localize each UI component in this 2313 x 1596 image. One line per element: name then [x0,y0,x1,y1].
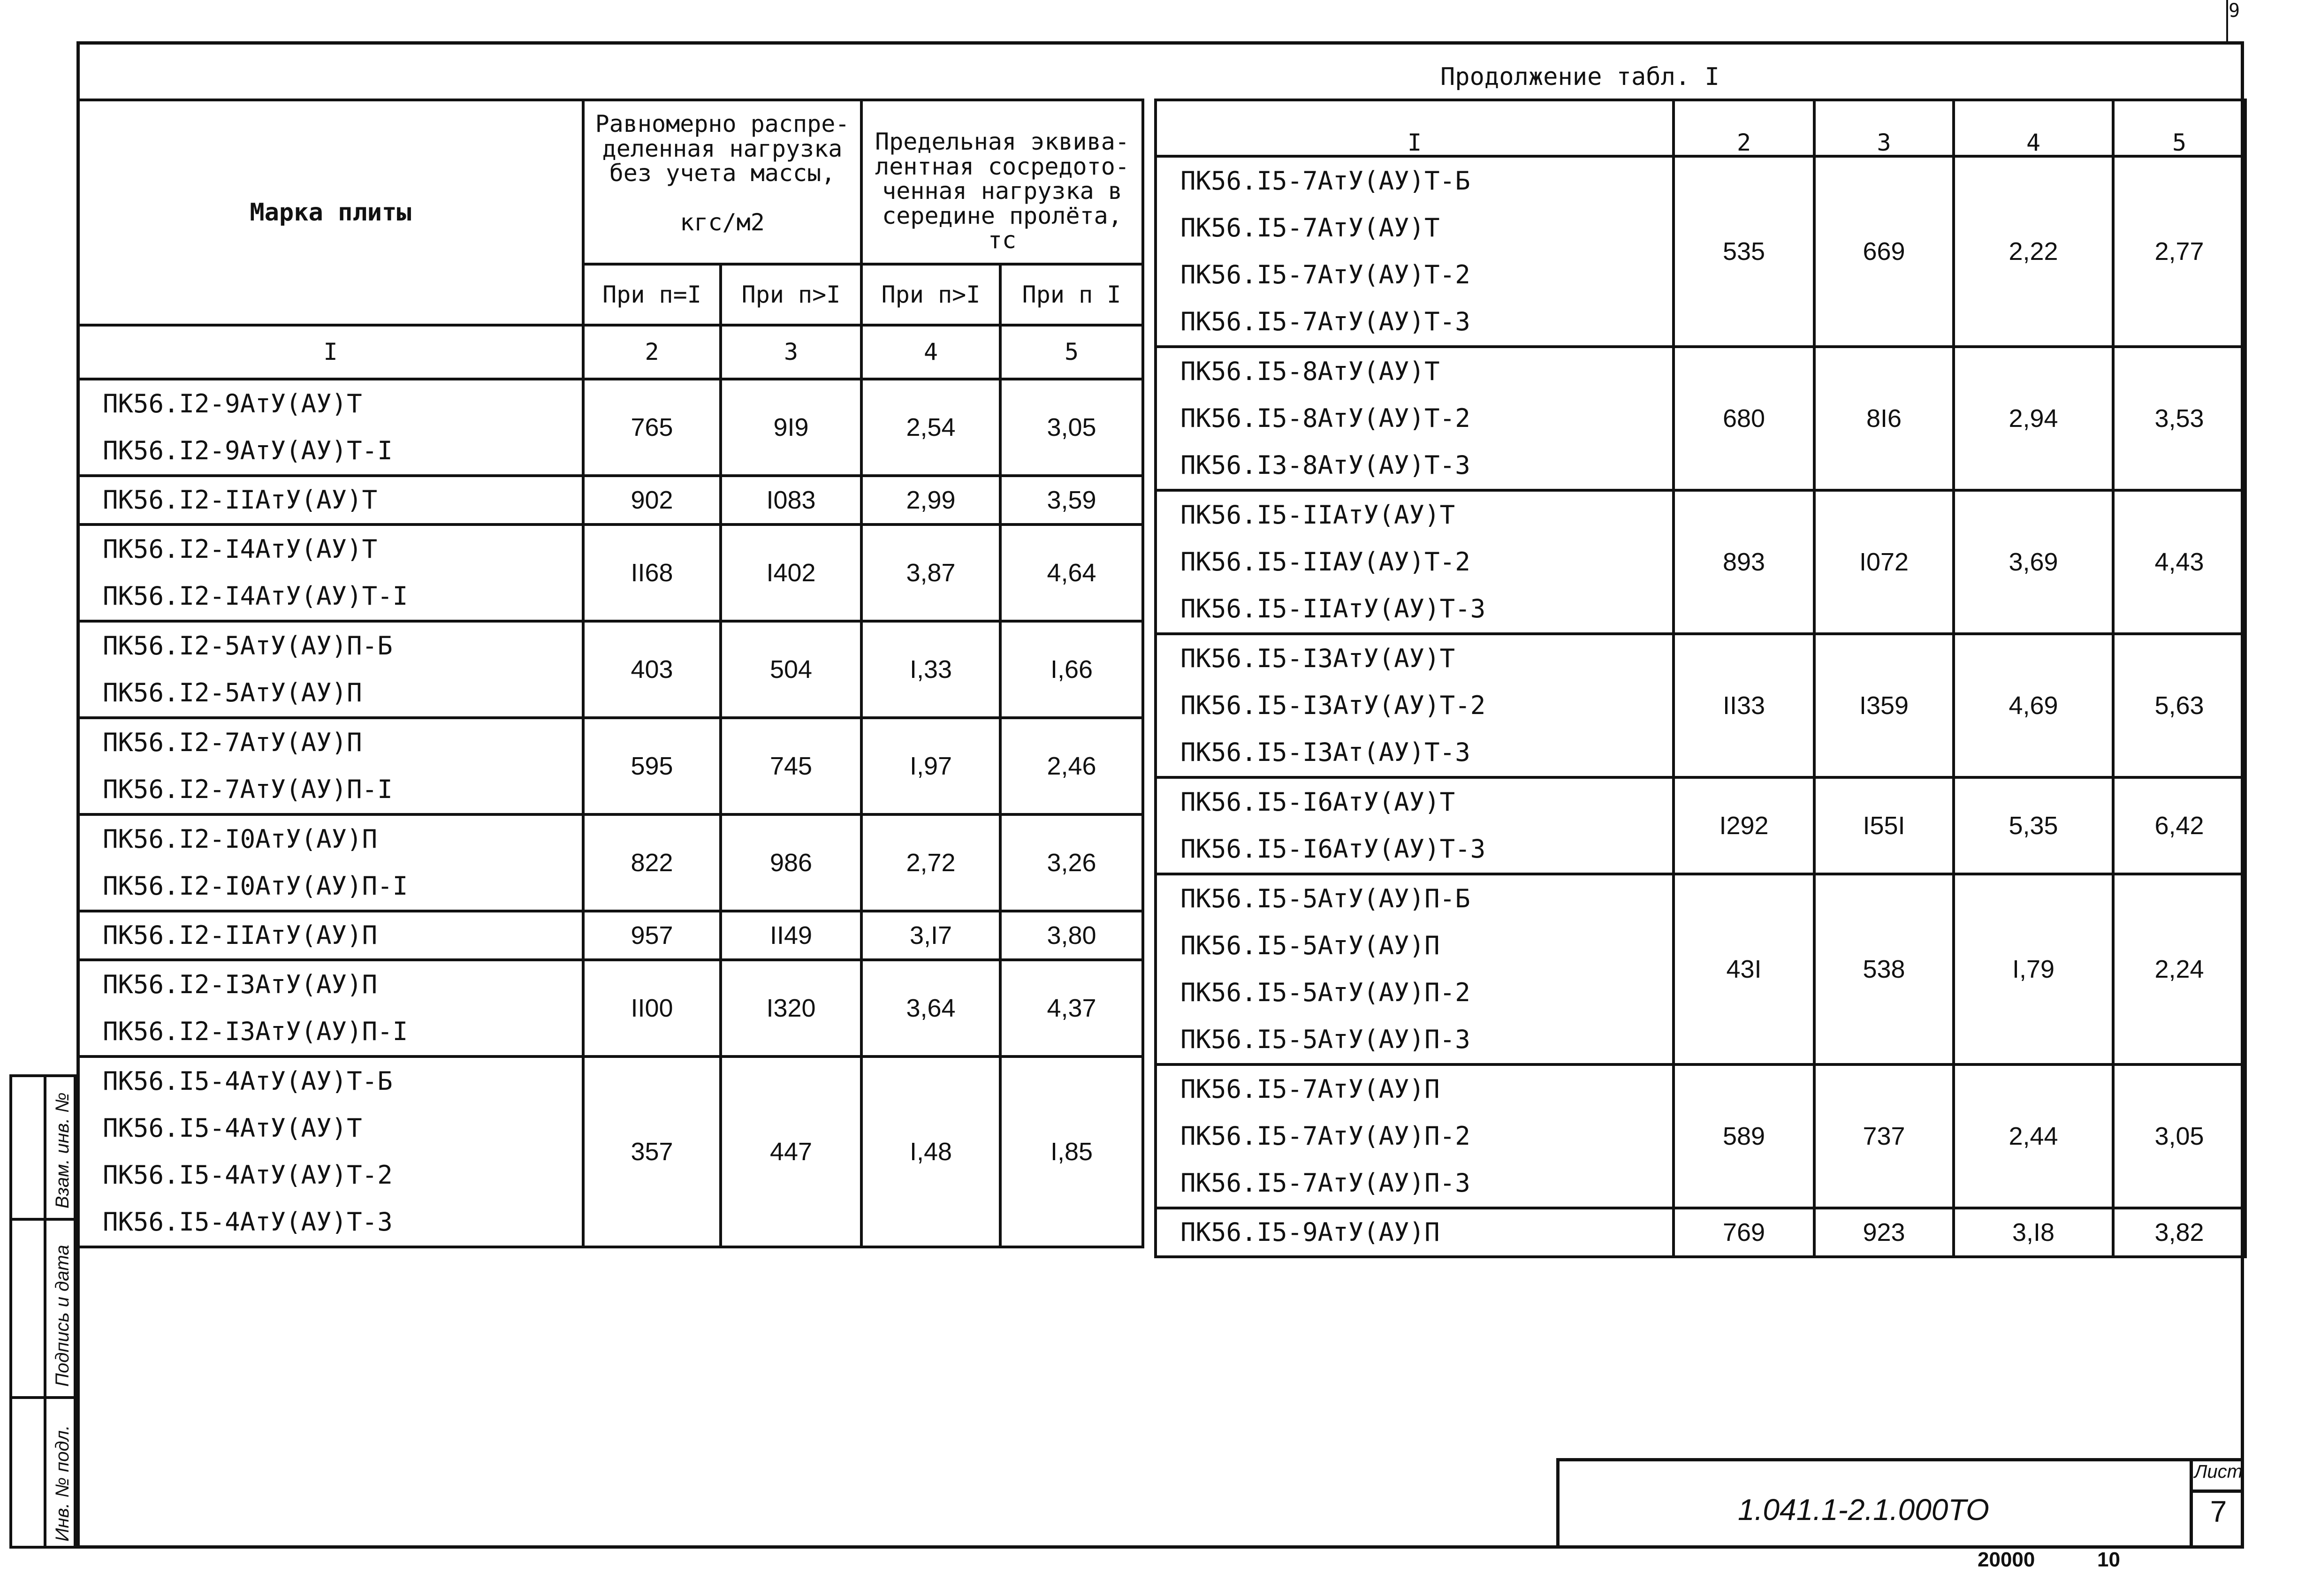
header-limit-load: Предельная эквива- лентная сосредото- ченная нагрузка в середине пролёта, тс [861,100,1143,264]
value-c3: 745 [721,718,861,814]
value-c5: 4,37 [1000,960,1143,1056]
value-c2: 765 [583,379,721,476]
table-row [78,1056,1143,1247]
value-c2: 957 [583,911,721,960]
value-c2: 535 [1674,156,1814,347]
value-c2: 403 [583,621,721,718]
side-label-inv: Инв. № подл. [52,1425,73,1542]
plate-marks: ПК56.I2-I0АтУ(АУ)П ПК56.I2-I0АтУ(АУ)П-I [78,814,583,911]
value-c3: I072 [1814,490,1954,634]
value-c3: 669 [1814,156,1954,347]
plate-marks: ПК56.I5-4АтУ(АУ)Т-Б ПК56.I5-4АтУ(АУ)Т ПК56.I5-4АтУ(АУ)Т-2 ПК56.I5-4АтУ(АУ)Т-3 [78,1056,583,1247]
value-c2: 902 [583,476,721,524]
subheader-n2: При п>I [721,264,861,325]
table-row [78,621,1143,718]
value-c4: 3,87 [861,524,1000,621]
value-c4: I,48 [861,1056,1000,1247]
colnum: 2 [583,325,721,379]
header-mark: Марка плиты [78,100,583,325]
sheet-label: Лист [2193,1461,2244,1493]
value-c2: 43I [1674,874,1814,1064]
value-c2: 595 [583,718,721,814]
value-c5: I,66 [1000,621,1143,718]
value-c3: II49 [721,911,861,960]
value-c4: I,97 [861,718,1000,814]
value-c2: 769 [1674,1208,1814,1257]
plate-marks: ПК56.I2-IIАтУ(АУ)П [78,911,583,960]
subheader-n1: При п=I [583,264,721,325]
value-c4: I,79 [1954,874,2113,1064]
value-c4: 5,35 [1954,777,2113,874]
table-row [78,476,1143,524]
colnum: 4 [1954,100,2113,156]
colnum: I [1156,100,1674,156]
value-c3: 9I9 [721,379,861,476]
plate-marks: ПК56.I2-IIАтУ(АУ)Т [78,476,583,524]
colnum: 2 [1674,100,1814,156]
value-c2: 893 [1674,490,1814,634]
table-row [1156,874,2245,1064]
value-c3: 504 [721,621,861,718]
value-c4: 2,94 [1954,347,2113,490]
subheader-n4: При п I [1000,264,1143,325]
plate-marks: ПК56.I5-9АтУ(АУ)П [1156,1208,1674,1257]
plate-marks: ПК56.I5-5АтУ(АУ)П-Б ПК56.I5-5АтУ(АУ)П ПК56.I5-5АтУ(АУ)П-2 ПК56.I5-5АтУ(АУ)П-3 [1156,874,1674,1064]
value-c5: 4,64 [1000,524,1143,621]
value-c5: 3,05 [2113,1064,2245,1208]
value-c4: 2,54 [861,379,1000,476]
value-c4: 3,I7 [861,911,1000,960]
value-c5: 2,77 [2113,156,2245,347]
value-c2: 680 [1674,347,1814,490]
value-c3: I320 [721,960,861,1056]
value-c3: 986 [721,814,861,911]
header-uniform-load: Равномерно распре- деленная нагрузка без учета массы, кгс/м2 [583,100,861,264]
plate-marks: ПК56.I5-7АтУ(АУ)Т-Б ПК56.I5-7АтУ(АУ)Т ПК56.I5-7АтУ(АУ)Т-2 ПК56.I5-7АтУ(АУ)Т-3 [1156,156,1674,347]
colnum: 5 [1000,325,1143,379]
plate-marks: ПК56.I5-7АтУ(АУ)П ПК56.I5-7АтУ(АУ)П-2 ПК56.I5-7АтУ(АУ)П-3 [1156,1064,1674,1208]
value-c2: I292 [1674,777,1814,874]
sheet-box [2190,1461,2244,1549]
value-c5: 3,82 [2113,1208,2245,1257]
value-c5: 3,05 [1000,379,1143,476]
table-row [1156,490,2245,634]
value-c5: 2,46 [1000,718,1143,814]
side-label-replace: Взам. инв. № [52,1092,73,1208]
side-label-sign: Подпись и дата [52,1245,73,1387]
side-stamp [9,1074,76,1549]
plate-marks: ПК56.I5-I3АтУ(АУ)Т ПК56.I5-I3АтУ(АУ)Т-2 ПК56.I5-I3Ат(АУ)Т-3 [1156,634,1674,777]
plate-marks: ПК56.I2-9АтУ(АУ)Т ПК56.I2-9АтУ(АУ)Т-I [78,379,583,476]
colnum: 3 [1814,100,1954,156]
left-table [76,99,1144,1248]
colnum: 5 [2113,100,2245,156]
table-row [78,718,1143,814]
value-c3: 8I6 [1814,347,1954,490]
corner-tick [2226,0,2228,42]
plate-marks: ПК56.I5-8АтУ(АУ)Т ПК56.I5-8АтУ(АУ)Т-2 ПК56.I3-8АтУ(АУ)Т-3 [1156,347,1674,490]
value-c2: 357 [583,1056,721,1247]
value-c3: 737 [1814,1064,1954,1208]
colnum: I [78,325,583,379]
right-table [1154,99,2247,1258]
value-c4: 3,64 [861,960,1000,1056]
subheader-n3: При п>I [861,264,1000,325]
value-c5: 2,24 [2113,874,2245,1064]
table-row [78,911,1143,960]
table-row [1156,156,2245,347]
plate-marks: ПК56.I2-7АтУ(АУ)П ПК56.I2-7АтУ(АУ)П-I [78,718,583,814]
value-c4: 2,72 [861,814,1000,911]
value-c4: 3,69 [1954,490,2113,634]
plate-marks: ПК56.I5-IIАтУ(АУ)Т ПК56.I5-IIАУ(АУ)Т-2 ПК56.I5-IIАтУ(АУ)Т-3 [1156,490,1674,634]
table-row [78,379,1143,476]
plate-marks: ПК56.I2-I3АтУ(АУ)П ПК56.I2-I3АтУ(АУ)П-I [78,960,583,1056]
value-c2: 589 [1674,1064,1814,1208]
table-row [1156,347,2245,490]
value-c5: 3,59 [1000,476,1143,524]
value-c4: I,33 [861,621,1000,718]
value-c3: I083 [721,476,861,524]
value-c3: 447 [721,1056,861,1247]
table-row [78,960,1143,1056]
value-c5: 6,42 [2113,777,2245,874]
value-c2: II68 [583,524,721,621]
table-row [1156,1064,2245,1208]
value-c3: 538 [1814,874,1954,1064]
value-c3: 923 [1814,1208,1954,1257]
continuation-label: Продолжение табл. I [1440,63,1720,91]
table-row [78,524,1143,621]
colnum: 3 [721,325,861,379]
value-c4: 2,22 [1954,156,2113,347]
value-c4: 2,99 [861,476,1000,524]
colnum: 4 [861,325,1000,379]
value-c2: II00 [583,960,721,1056]
value-c5: 5,63 [2113,634,2245,777]
value-c4: 4,69 [1954,634,2113,777]
value-c5: 3,26 [1000,814,1143,911]
value-c4: 3,I8 [1954,1208,2113,1257]
table-row [78,814,1143,911]
value-c3: I402 [721,524,861,621]
plate-marks: ПК56.I2-I4АтУ(АУ)Т ПК56.I2-I4АтУ(АУ)Т-I [78,524,583,621]
footer-format: 10 [2097,1548,2120,1571]
page-corner-number: 9 [2229,0,2240,22]
table-row [1156,1208,2245,1257]
document-number: 1.041.1-2.1.000ТО [1738,1493,1989,1527]
value-c5: 4,43 [2113,490,2245,634]
value-c2: 822 [583,814,721,911]
value-c5: 3,53 [2113,347,2245,490]
plate-marks: ПК56.I2-5АтУ(АУ)П-Б ПК56.I2-5АтУ(АУ)П [78,621,583,718]
title-block [1556,1458,2244,1549]
value-c3: I359 [1814,634,1954,777]
sheet-number: 7 [2210,1495,2227,1528]
value-c3: I55I [1814,777,1954,874]
footer-code: 20000 [1978,1548,2035,1571]
value-c5: 3,80 [1000,911,1143,960]
value-c4: 2,44 [1954,1064,2113,1208]
plate-marks: ПК56.I5-I6АтУ(АУ)Т ПК56.I5-I6АтУ(АУ)Т-3 [1156,777,1674,874]
value-c2: II33 [1674,634,1814,777]
table-row [1156,777,2245,874]
table-row [1156,634,2245,777]
value-c5: I,85 [1000,1056,1143,1247]
